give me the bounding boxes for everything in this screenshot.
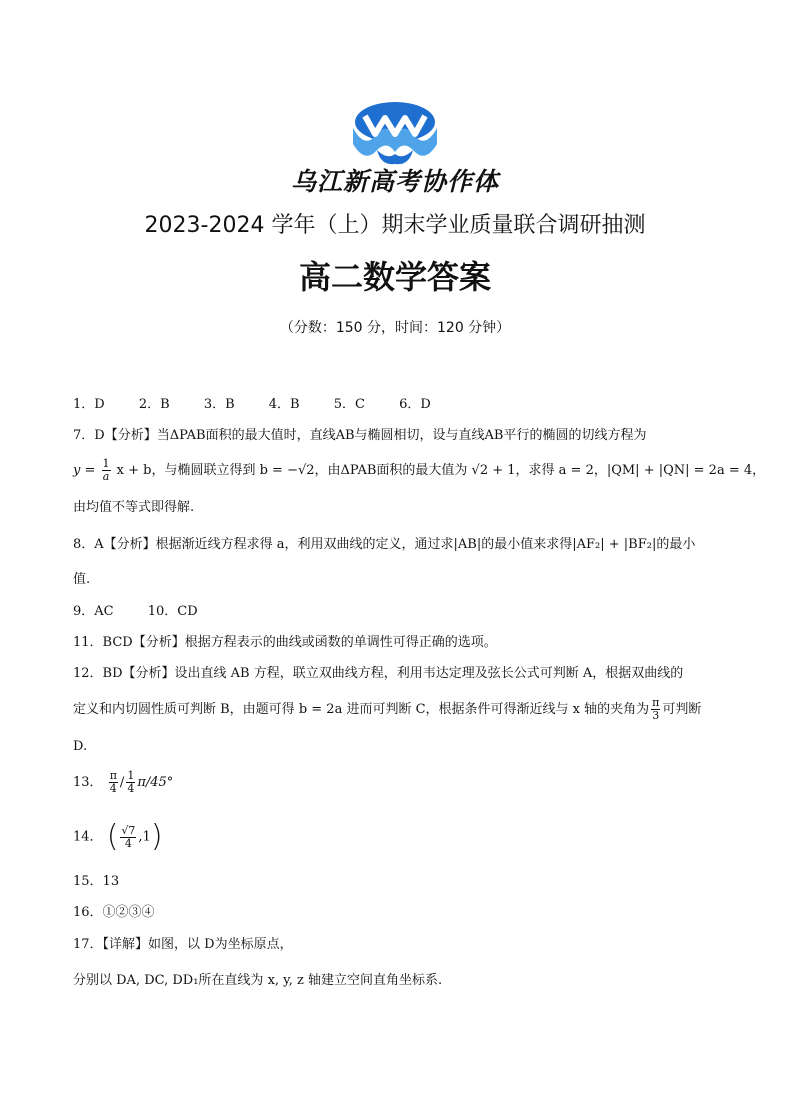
fraction-numerator: π (652, 696, 660, 709)
fraction-1-over-a (102, 458, 111, 483)
answers-1-6 (73, 396, 723, 414)
answer-1: 1．D (73, 397, 105, 412)
logo-wave-icon (347, 100, 443, 166)
answer-6: 6．D (399, 397, 431, 412)
answer-14 (73, 819, 723, 854)
doc-title: 高二数学答案 (298, 258, 491, 296)
answer-12-line2 (73, 697, 723, 722)
fraction-denominator: 4 (124, 836, 132, 850)
left-paren-icon: ( (106, 819, 119, 854)
right-paren-icon: ) (150, 819, 163, 854)
answer-7-line3: 由均值不等式即得解. (73, 500, 195, 515)
answer-14-label: 14． (73, 829, 103, 845)
answer-15: 15．13 (73, 874, 120, 889)
answer-12-line2-pre: 定义和内切圆性质可判断 B，由题可得 b = 2a 进而可判断 C，根据条件可得渐近线与 x 轴的夹角为 (73, 702, 650, 717)
fraction-numerator: π (109, 769, 117, 782)
fraction-sqrt7-over-4 (120, 825, 136, 850)
answer-8-line2: 值. (73, 572, 91, 587)
answer-12-line3: D. (73, 739, 88, 754)
answer-13 (73, 770, 723, 795)
answer-9: 9．AC (73, 604, 114, 619)
answer-10: 10．CD (147, 604, 198, 619)
answer-13-tail: π/45° (137, 775, 174, 790)
fraction-numerator: 1 (127, 769, 135, 782)
logo-text: 乌江新高考协作体 (290, 167, 499, 196)
fraction-denominator: 3 (652, 709, 660, 722)
eq-y: y = (73, 463, 96, 478)
answer-14-tail: ,1 (138, 829, 151, 845)
answer-13-sep: / (119, 775, 125, 790)
fraction-numerator: √7 (121, 823, 136, 837)
fraction-1-over-4 (126, 770, 135, 795)
fraction-pi-over-4 (109, 770, 118, 795)
fraction-denominator: 4 (109, 782, 117, 795)
answer-3: 3．B (203, 397, 235, 412)
answer-17-line1: 17．【详解】如图，以 D为坐标原点， (73, 937, 293, 952)
answer-17-line2: 分别以 DA, DC, DD₁所在直线为 x, y, z 轴建立空间直角坐标系. (73, 973, 443, 988)
answer-7-line2 (73, 457, 766, 483)
answer-16: 16．①②③④ (73, 905, 155, 920)
fraction-pi-over-3 (651, 697, 660, 722)
logo (0, 100, 790, 170)
answer-12-line2-post: 可判断 (662, 702, 702, 717)
exam-info: （分数：150 分，时间：120 分钟） (279, 320, 511, 336)
answer-2: 2．B (138, 397, 170, 412)
answer-4: 4．B (268, 397, 300, 412)
answer-13-label: 13． (73, 775, 103, 790)
answers-9-10 (73, 603, 723, 621)
answer-7-line1: 7．D【分析】当ΔPAB面积的最大值时，直线AB与椭圆相切，设与直线AB平行的椭圆的切线方程为 (73, 428, 647, 443)
fraction-denominator: 4 (127, 782, 135, 795)
answer-5: 5．C (333, 397, 365, 412)
fraction-numerator: 1 (102, 457, 110, 470)
answer-8-line1: 8．A【分析】根据渐近线方程求得 a，利用双曲线的定义，通过求|AB|的最小值来求得|AF₂| + |BF₂|的最小 (73, 537, 696, 552)
fraction-denominator: a (102, 470, 110, 483)
exam-title: 2023-2024 学年（上）期末学业质量联合调研抽测 (144, 213, 646, 238)
answer-7-line2-rest: x + b，与椭圆联立得到 b = −√2，由ΔPAB面积的最大值为 √2 + 1，求得 a = 2，|QM| + |QN| = 2a = 4， (116, 463, 766, 478)
answer-11: 11．BCD【分析】根据方程表示的曲线或函数的单调性可得正确的选项。 (73, 635, 497, 650)
answer-12-line1: 12．BD【分析】设出直线 AB 方程，联立双曲线方程，利用韦达定理及弦长公式可判断 A，根据双曲线的 (73, 666, 684, 681)
